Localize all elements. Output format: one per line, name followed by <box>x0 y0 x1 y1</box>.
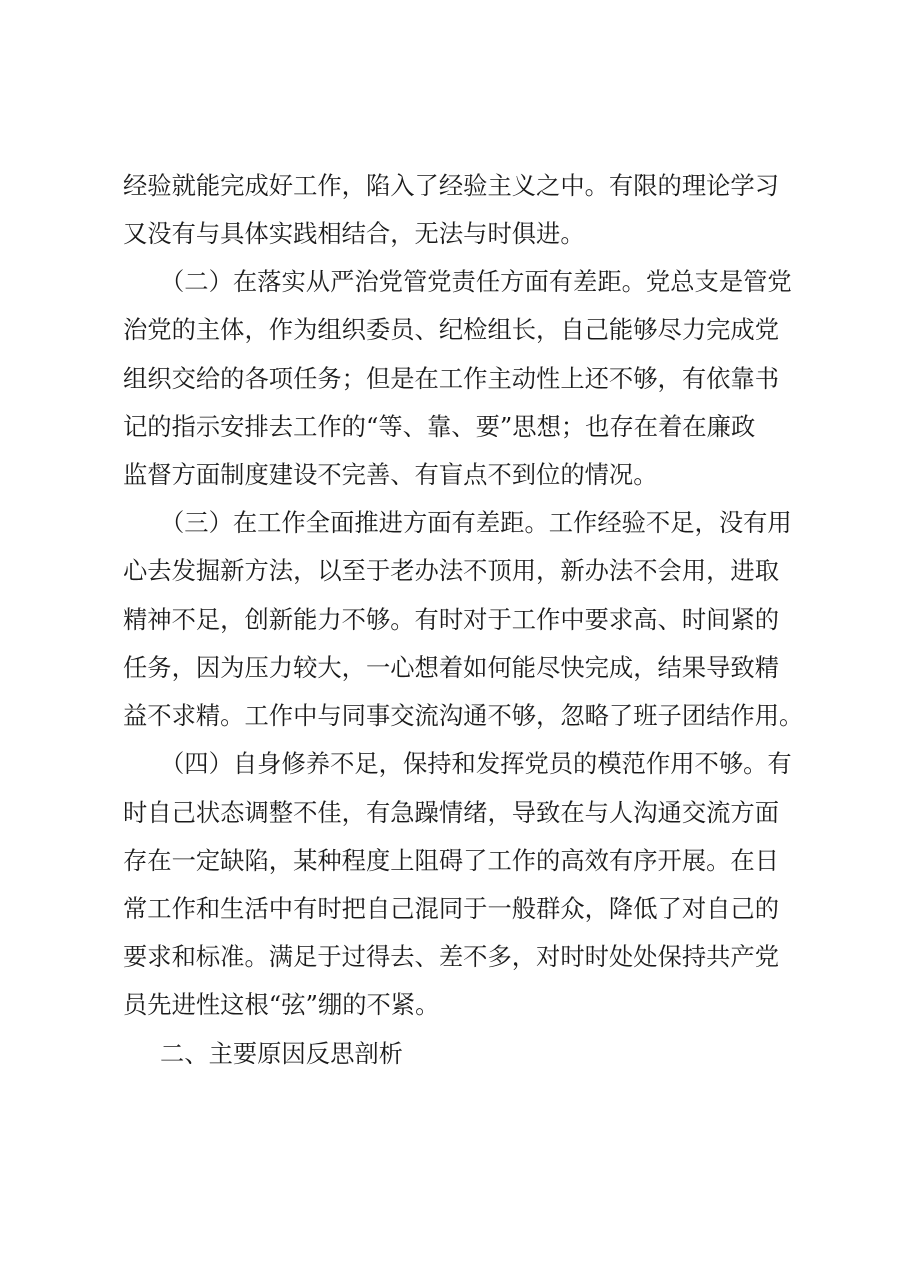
text-line: 记的指示安排去工作的“等、靠、要”思想；也存在着在廉政 <box>123 412 756 441</box>
paragraph-2-start: （二）在落实从严治党管党责任方面有差距。党总支是管党 <box>160 267 792 296</box>
text-line: 时自己状态调整不佳，有急躁情绪，导致在与人沟通交流方面 <box>123 798 780 827</box>
text-line: 益不求精。工作中与同事交流沟通不够，忽略了班子团结作用。 <box>123 701 804 730</box>
text-line: 监督方面制度建设不完善、有盲点不到位的情况。 <box>123 460 658 489</box>
text-line: 治党的主体，作为组织委员、纪检组长，自己能够尽力完成党 <box>123 315 780 344</box>
paragraph-4-start: （四）自身修养不足，保持和发挥党员的模范作用不够。有 <box>160 749 792 778</box>
section-heading: 二、主要原因反思剖析 <box>160 1039 403 1068</box>
text-line: 又没有与具体实践相结合，无法与时俱进。 <box>123 219 585 248</box>
text-line: 任务，因为压力较大，一心想着如何能尽快完成，结果导致精 <box>123 653 780 682</box>
paragraph-3-start: （三）在工作全面推进方面有差距。工作经验不足，没有用 <box>160 508 792 537</box>
text-line: 存在一定缺陷，某种程度上阻碍了工作的高效有序开展。在日 <box>123 846 780 875</box>
text-line: 精神不足，创新能力不够。有时对于工作中要求高、时间紧的 <box>123 605 780 634</box>
text-line: 经验就能完成好工作，陷入了经验主义之中。有限的理论学习 <box>123 171 780 200</box>
text-line: 要求和标准。满足于过得去、差不多，对时时处处保持共产党 <box>123 942 780 971</box>
text-line: 员先进性这根“弦”绷的不紧。 <box>123 990 440 1019</box>
text-line: 组织交给的各项任务；但是在工作主动性上还不够，有依靠书 <box>123 364 780 393</box>
text-line: 常工作和生活中有时把自己混同于一般群众，降低了对自己的 <box>123 894 780 923</box>
text-line: 心去发掘新方法，以至于老办法不顶用，新办法不会用，进取 <box>123 556 780 585</box>
